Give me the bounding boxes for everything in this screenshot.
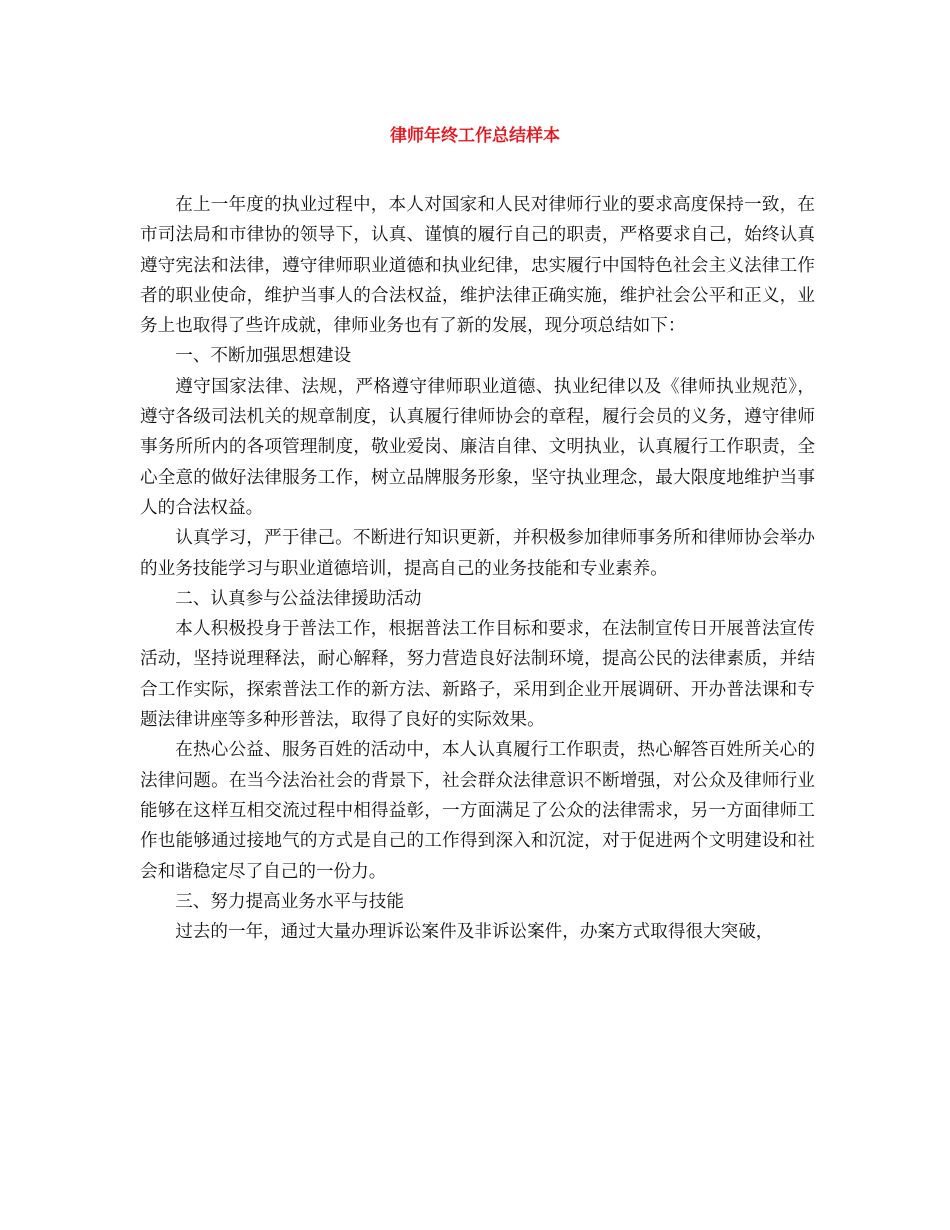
section-heading-1: 一、不断加强思想建设 [175, 346, 352, 367]
section-2-paragraph-1: 本人积极投身于普法工作，根据普法工作目标和要求，在法制宣传日开展普法宣传活动，坚持说理释法，耐心解释，努力营造良好法制环境，提高公民的法律素质，并结合工作实际，探索普法工作的新方法、新路子，采用到企业开展调研、开办普法课和专题法律讲座等多种形普法，取得了良好的实际效果。 [140, 619, 815, 731]
document-title: 律师年终工作总结样本 [390, 126, 560, 146]
section-1-paragraph-2: 认真学习，严于律己。不断进行知识更新，并积极参加律师事务所和律师协会举办的业务技能学习与职业道德培训，提高自己的业务技能和专业素养。 [140, 528, 815, 579]
section-heading-3: 三、努力提高业务水平与技能 [175, 891, 404, 912]
section-2-paragraph-2: 在热心公益、服务百姓的活动中，本人认真履行工作职责，热心解答百姓所关心的法律问题。在当今法治社会的背景下，社会群众法律意识不断增强，对公众及律师行业能够在这样互相交流过程中相得益彰，一方面满足了公众的法律需求，另一方面律师工作也能够通过接地气的方式是自己的工作得到深入和沉淀，对于促进两个文明建设和社会和谐稳定尽了自己的一份力。 [140, 740, 815, 882]
section-3-paragraph-1: 过去的一年，通过大量办理诉讼案件及非诉讼案件，办案方式取得很大突破， [175, 922, 774, 943]
intro-paragraph: 在上一年度的执业过程中，本人对国家和人民对律师行业的要求高度保持一致，在市司法局和市律协的领导下，认真、谨慎的履行自己的职责，严格要求自己，始终认真遵守宪法和法律，遵守律师职业道德和执业纪律，忠实履行中国特色社会主义法律工作者的职业使命，维护当事人的合法权益，维护法律正确实施，维护社会公平和正义，业务上也取得了些许成就，律师业务也有了新的发展，现分项总结如下： [140, 195, 815, 337]
section-heading-2: 二、认真参与公益法律援助活动 [175, 588, 422, 609]
document-body [140, 190, 815, 947]
section-1-paragraph-1: 遵守国家法律、法规，严格遵守律师职业道德、执业纪律以及《律师执业规范》，遵守各级司法机关的规章制度，认真履行律师协会的章程，履行会员的义务，遵守律师事务所所内的各项管理制度，敬业爱岗、廉洁自律、文明执业，认真履行工作职责，全心全意的做好法律服务工作，树立品牌服务形象，坚守执业理念，最大限度地维护当事人的合法权益。 [140, 376, 815, 518]
